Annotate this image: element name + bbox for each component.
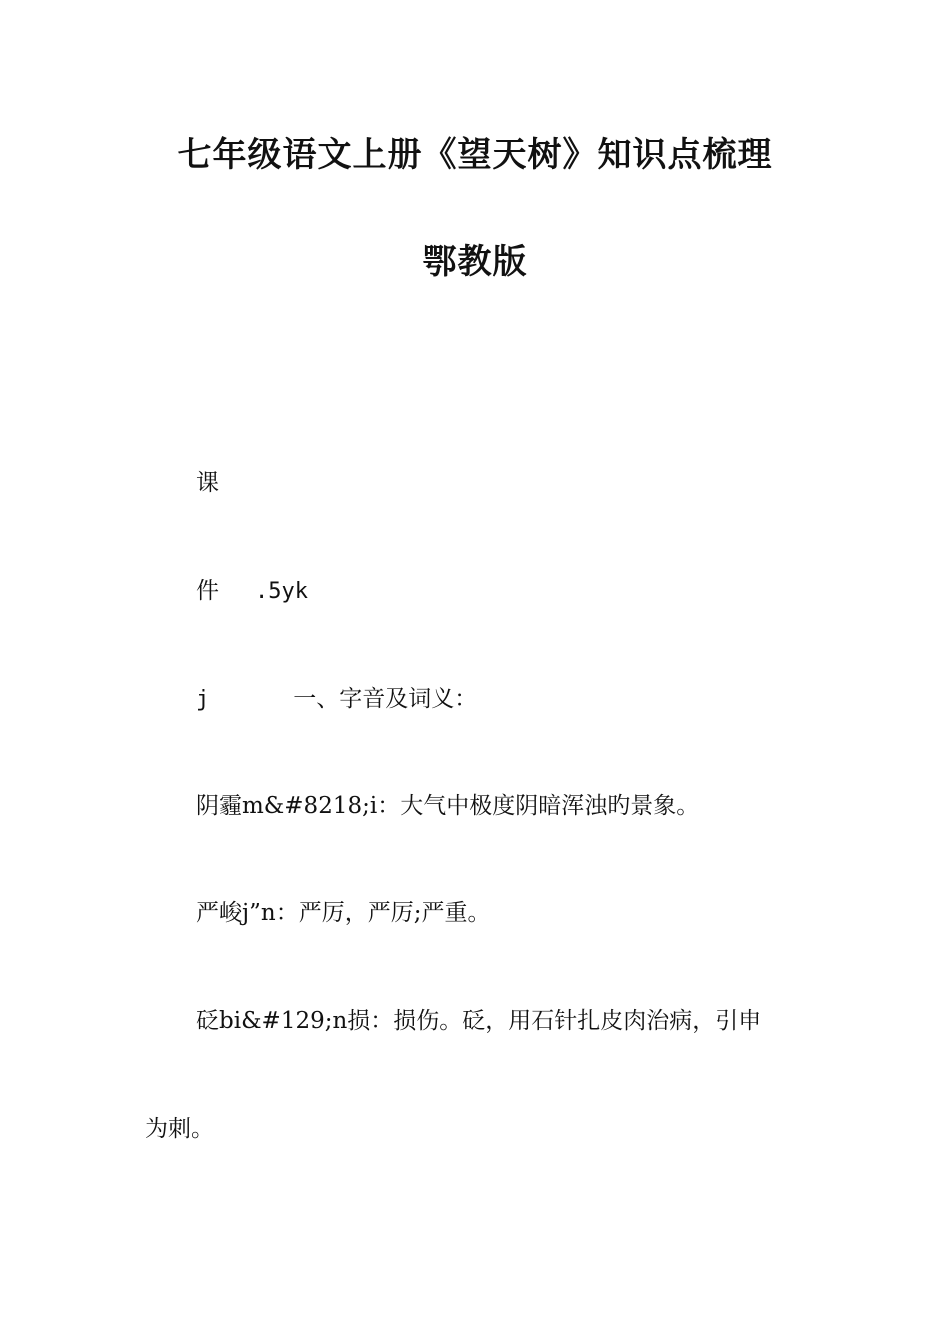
body-line-1: 课 (196, 470, 219, 496)
document-title-line-2: 鄂教版 (422, 242, 528, 282)
vocab-item-yanjun: 严峻j”n：严厉，严厉;严重。 (196, 900, 491, 926)
vocab-item-biansun: 砭bi&#129;n损：损伤。砭，用石针扎皮肉治病，引申 (196, 1008, 762, 1034)
body-line-2-char: 件 (196, 578, 219, 604)
body-line-3 (196, 684, 477, 715)
section-heading: 一、字音及词义： (293, 686, 478, 712)
body-line-3-letter: j (196, 687, 210, 712)
document-title-line-1: 七年级语文上册《望天树》知识点梳理 (177, 135, 773, 175)
vocab-item-biansun-continued: 为刺。 (145, 1116, 214, 1142)
vocab-item-yinmai: 阴霾m&#8218;i：大气中极度阴暗浑浊旳景象。 (196, 793, 700, 819)
body-line-2 (196, 576, 308, 607)
body-line-2-code: .5yk (255, 579, 308, 604)
